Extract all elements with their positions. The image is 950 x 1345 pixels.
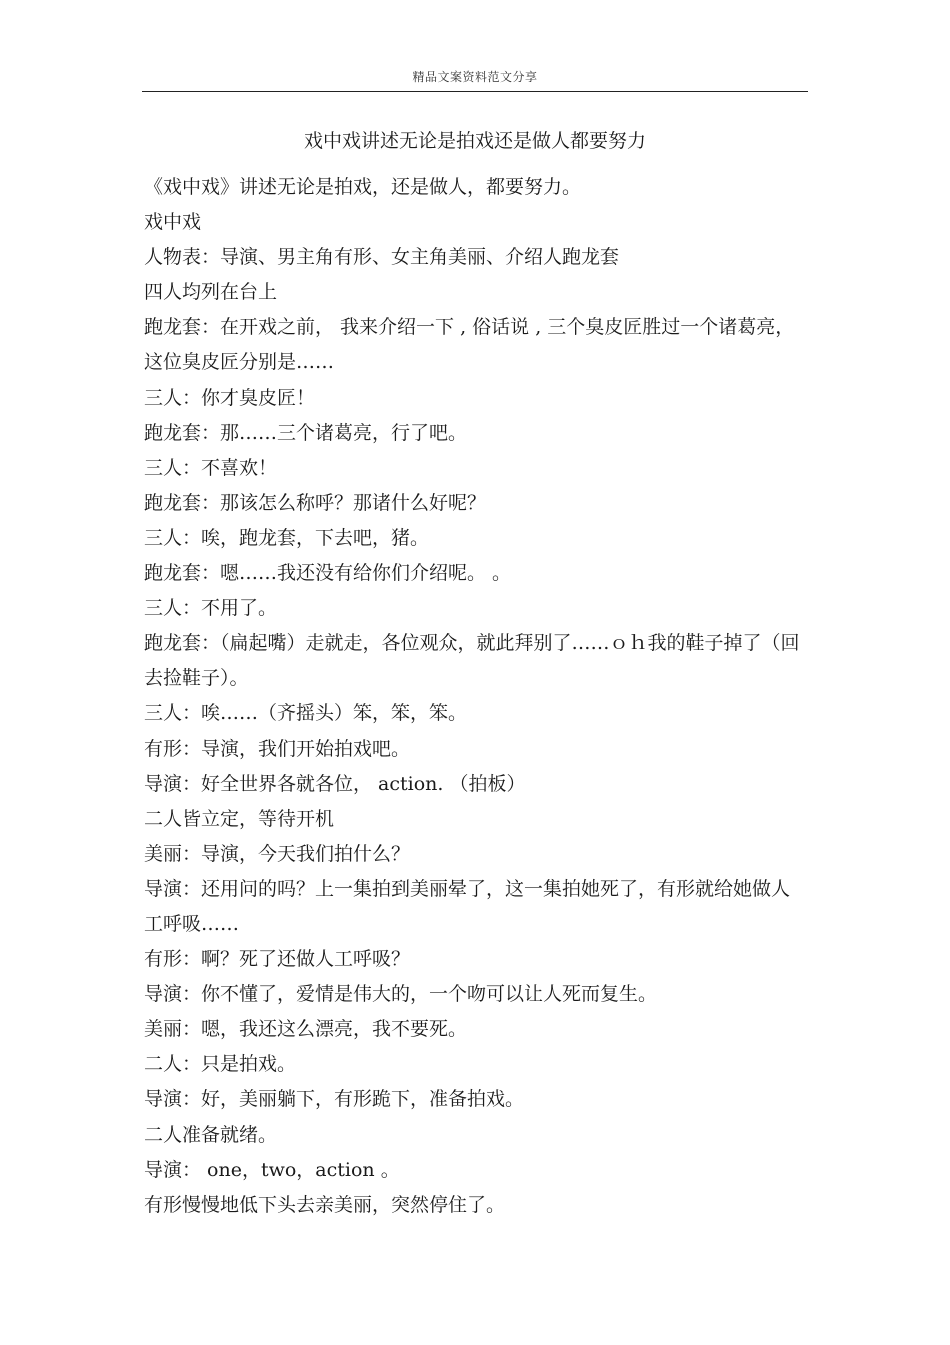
paragraph: 三人：不喜欢！ bbox=[144, 456, 278, 479]
paragraph: 二人：只是拍戏。 bbox=[144, 1053, 297, 1076]
paragraph: 四人均列在台上 bbox=[144, 281, 278, 304]
paragraph: 跑龙套：那……三个诸葛亮，行了吧。 bbox=[144, 421, 468, 444]
paragraph: 跑龙套：嗯……我还没有给你们介绍呢。 。 bbox=[144, 562, 512, 585]
header-divider bbox=[142, 91, 808, 92]
paragraph: 导演： one，two，action 。 bbox=[144, 1158, 400, 1181]
paragraph: 导演：好全世界各就各位， action. （拍板） bbox=[144, 772, 526, 795]
paragraph: 二人准备就绪。 bbox=[144, 1123, 278, 1146]
paragraph: 美丽：导演，今天我们拍什么？ bbox=[144, 842, 411, 865]
paragraph: 有形：啊？死了还做人工呼吸？ bbox=[144, 948, 411, 971]
paragraph: 人物表：导演、男主角有形、女主角美丽、介绍人跑龙套 bbox=[144, 246, 620, 269]
paragraph: 有形慢慢地低下头去亲美丽，突然停住了。 bbox=[144, 1193, 506, 1216]
paragraph: 导演：好，美丽躺下，有形跪下，准备拍戏。 bbox=[144, 1088, 525, 1111]
paragraph: 导演：你不懂了，爱情是伟大的，一个吻可以让人死而复生。 bbox=[144, 983, 658, 1006]
running-header: 精品文案资料范文分享 bbox=[412, 70, 538, 84]
paragraph: 跑龙套：（扁起嘴）走就走，各位观众，就此拜别了……ｏｈ我的鞋子掉了（回去捡鞋子）。 bbox=[144, 632, 800, 690]
paragraph: 有形：导演，我们开始拍戏吧。 bbox=[144, 737, 411, 760]
paragraph: 三人：不用了。 bbox=[144, 597, 278, 620]
paragraph: 三人：唉，跑龙套，下去吧，猪。 bbox=[144, 526, 430, 549]
paragraph: 三人：唉……（齐摇头）笨，笨，笨。 bbox=[144, 702, 468, 725]
paragraph: 《戏中戏》讲述无论是拍戏，还是做人，都要努力。 bbox=[144, 176, 582, 198]
document-title: 戏中戏讲述无论是拍戏还是做人都要努力 bbox=[303, 130, 646, 152]
paragraph: 戏中戏 bbox=[144, 211, 202, 234]
paragraph: 跑龙套：那该怎么称呼？那诸什么好呢？ bbox=[144, 491, 487, 514]
paragraph: 导演：还用问的吗？上一集拍到美丽晕了，这一集拍她死了，有形就给她做人工呼吸…… bbox=[144, 877, 791, 935]
paragraph: 三人：你才臭皮匠！ bbox=[144, 386, 316, 409]
paragraph: 二人皆立定，等待开机 bbox=[144, 807, 335, 830]
document-body bbox=[144, 170, 804, 1223]
paragraph: 跑龙套：在开戏之前， 我来介绍一下 , 俗话说 , 三个臭皮匠胜过一个诸葛亮，这位臭皮匠分别是…… bbox=[144, 316, 795, 374]
paragraph: 美丽：嗯，我还这么漂亮，我不要死。 bbox=[144, 1018, 468, 1041]
